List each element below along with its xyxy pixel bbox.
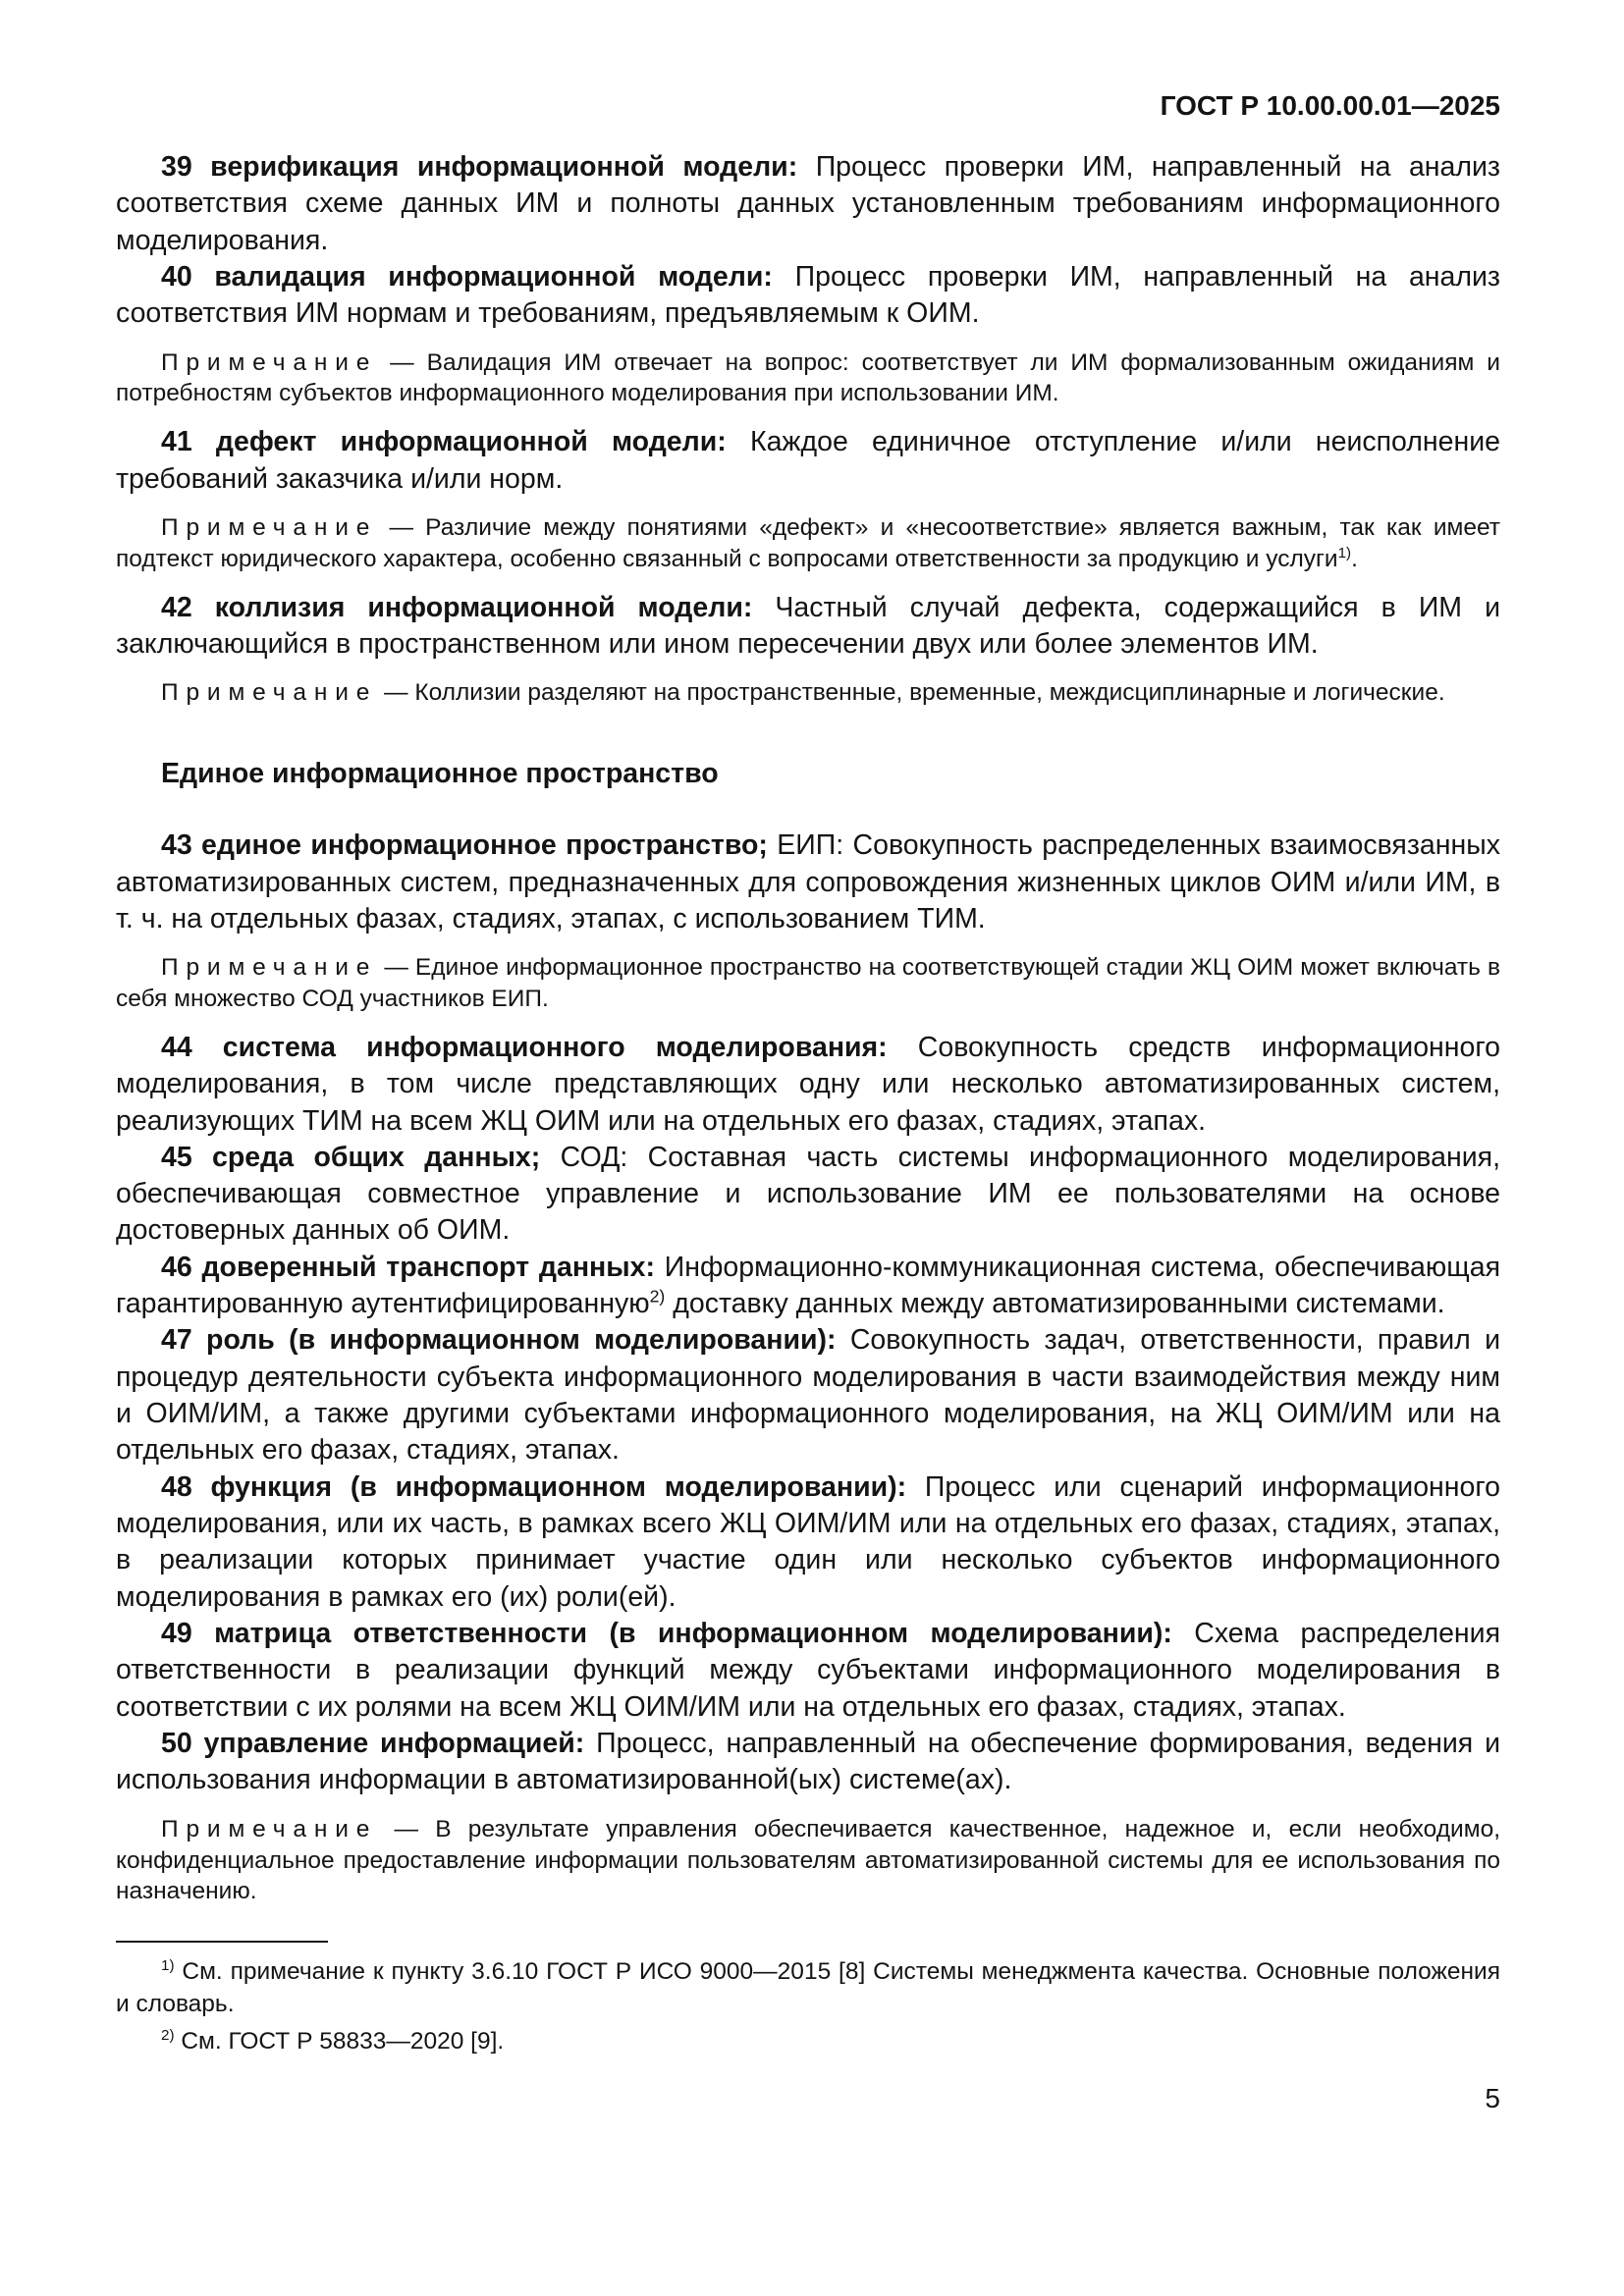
note-text: — Различие между понятиями «дефект» и «несоответствие» является важным, так как имеет подтекст юридического характера, особенно связанный с вопросами ответственности за продукцию и услуги	[116, 513, 1501, 572]
term-50	[116, 1726, 1500, 1799]
term-40-definition: Процесс проверки ИМ, направленный на анализ соответствия ИМ нормам и требованиям, предъявляемым к ОИМ.	[116, 260, 1500, 330]
note-text: — Единое информационное пространство на соответствующей стадии ЖЦ ОИМ может включать в себя множество СОД участников ЕИП.	[116, 954, 1501, 1012]
term-45	[116, 1140, 1500, 1250]
term-49-title: 49 матрица ответственности (в информационном моделировании):	[161, 1618, 1172, 1650]
term-39	[116, 149, 1500, 259]
term-41-definition: Каждое единичное отступление и/или неисполнение требований заказчика и/или норм.	[116, 426, 1501, 495]
note-text-tail: .	[1351, 545, 1358, 572]
term-45-title: 45 среда общих данных;	[161, 1141, 541, 1173]
term-44-definition: Совокупность средств информационного моделирования, в том числе представляющих одну или несколько автоматизированных систем, реализующих ТИМ на всем ЖЦ ОИМ или на отдельных его фазах, стадиях, этапах.	[116, 1031, 1501, 1137]
page-number: 5	[1485, 2083, 1500, 2114]
term-41-title: 41 дефект информационной модели:	[161, 426, 727, 458]
footnote-1-marker: 1)	[161, 1957, 175, 1975]
footnote-separator	[116, 1941, 328, 1943]
note-label: Примечание	[161, 513, 378, 541]
footnote-2-text: См. ГОСТ Р 58833—2020 [9].	[181, 2027, 505, 2055]
term-48-title: 48 функция (в информационном моделировании):	[161, 1470, 907, 1503]
term-46-definition-tail: доставку данных между автоматизированными системами.	[665, 1288, 1445, 1320]
note-label: Примечание	[161, 954, 378, 982]
term-42-definition: Частный случай дефекта, содержащийся в ИМ и заключающийся в пространственном или ином пересечении двух или более элементов ИМ.	[116, 591, 1501, 660]
footnote-1	[116, 1956, 1500, 2020]
term-47-definition: Совокупность задач, ответственности, правил и процедур деятельности субъекта информационного моделирования в части взаимодействия между ним и ОИМ/ИМ, а также другими субъектами информационного моделирования, на ЖЦ ОИМ/ИМ или на отдельных его фазах, стадиях, этапах.	[116, 1324, 1501, 1467]
term-43-definition: ЕИП: Совокупность распределенных взаимосвязанных автоматизированных систем, предназначенных для сопровождения жизненных циклов ОИМ и/или ИМ, в т. ч. на отдельных фазах, стадиях, этапах, с использованием ТИМ.	[116, 829, 1500, 934]
note-label: Примечание	[161, 1815, 378, 1842]
term-45-definition: СОД: Составная часть системы информационного моделирования, обеспечивающая совместное управление и использование ИМ ее пользователями на основе достоверных данных об ОИМ.	[116, 1141, 1500, 1247]
page-content	[116, 90, 1500, 2114]
term-50-title: 50 управление информацией:	[161, 1728, 585, 1760]
note-after-term-42	[116, 677, 1500, 709]
term-39-definition: Процесс проверки ИМ, направленный на анализ соответствия схеме данных ИМ и полноты данных установленным требованиям информационного моделирования.	[116, 151, 1500, 256]
term-42	[116, 590, 1500, 664]
note-label: Примечание	[161, 679, 378, 707]
footnote-2	[116, 2026, 1500, 2057]
term-40	[116, 259, 1500, 333]
footnote-1-text: См. примечание к пункту 3.6.10 ГОСТ Р ИСО 9000—2015 [8] Системы менеджмента качества. Основные положения и словарь.	[116, 1958, 1500, 2017]
term-43-title: 43 единое информационное пространство;	[161, 829, 768, 862]
note-after-term-41	[116, 512, 1500, 575]
footnote-2-marker: 2)	[161, 2026, 175, 2044]
term-47	[116, 1322, 1500, 1468]
note-after-term-43	[116, 952, 1500, 1015]
note-label: Примечание	[161, 348, 378, 376]
footnote-ref-1: 1)	[1337, 544, 1352, 561]
term-40-title: 40 валидация информационной модели:	[161, 260, 773, 293]
term-46	[116, 1250, 1500, 1323]
term-44	[116, 1030, 1500, 1140]
term-47-title: 47 роль (в информационном моделировании):	[161, 1324, 837, 1357]
footnote-ref-2: 2)	[649, 1286, 666, 1307]
note-after-term-50	[116, 1814, 1500, 1908]
note-text: — Коллизии разделяют на пространственные, временные, междисциплинарные и логические.	[384, 679, 1445, 707]
section-heading: Единое информационное пространство	[161, 758, 719, 790]
term-41	[116, 424, 1500, 498]
term-50-definition: Процесс, направленный на обеспечение формирования, ведения и использования информации в автоматизированной(ых) системе(ах).	[116, 1728, 1501, 1796]
document-code-header: ГОСТ Р 10.00.00.01—2025	[1160, 90, 1500, 121]
note-after-term-40	[116, 347, 1500, 410]
term-49-definition: Схема распределения ответственности в реализации функций между субъектами информационного моделирования в соответствии с их ролями на всем ЖЦ ОИМ/ИМ или на отдельных его фазах, стадиях, этапах.	[116, 1618, 1501, 1723]
term-44-title: 44 система информационного моделирования:	[161, 1031, 888, 1063]
term-48-definition: Процесс или сценарий информационного моделирования, или их часть, в рамках всего ЖЦ ОИМ/ИМ или на отдельных его фазах, стадиях, этапах, в реализации которых принимает участие один или несколько субъектов информационного моделирования в рамках его (их) роли(ей).	[116, 1470, 1500, 1613]
term-43	[116, 828, 1500, 937]
term-46-title: 46 доверенный транспорт данных:	[161, 1251, 655, 1283]
term-48	[116, 1469, 1500, 1616]
term-49	[116, 1616, 1500, 1726]
term-39-title: 39 верификация информационной модели:	[161, 151, 798, 183]
note-text: — Валидация ИМ отвечает на вопрос: соответствует ли ИМ формализованным ожиданиям и потребностям субъектов информационного моделирования при использовании ИМ.	[116, 348, 1500, 407]
term-42-title: 42 коллизия информационной модели:	[161, 591, 753, 623]
note-text: — В результате управления обеспечивается качественное, надежное и, если необходимо, конфиденциальное предоставление информации пользователям автоматизированной системы для ее использования по назначению.	[116, 1815, 1501, 1905]
term-46-definition: Информационно-коммуникационная система, обеспечивающая гарантированную аутентифицированную	[116, 1251, 1501, 1320]
